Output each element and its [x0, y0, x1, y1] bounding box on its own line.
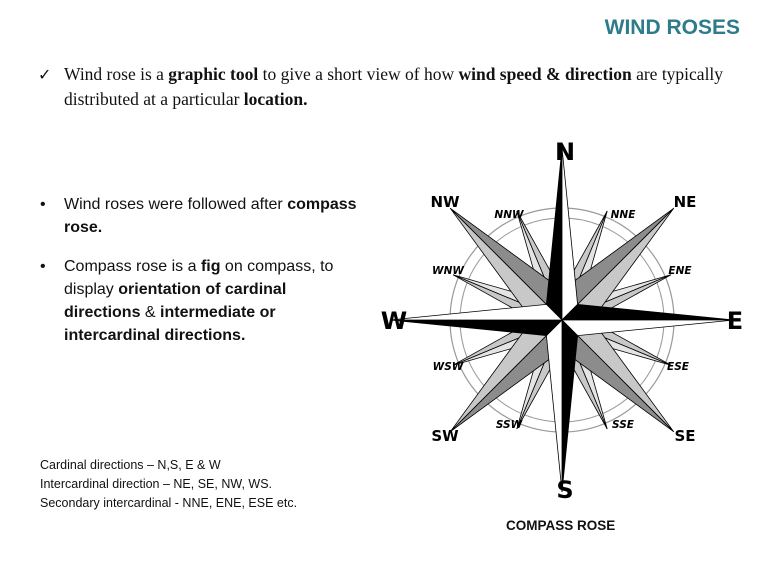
intro-text-1: Wind rose is a: [64, 64, 169, 84]
cardinal-point-half: [546, 148, 562, 320]
label-ese: ESE: [667, 361, 689, 373]
bullet-item: [40, 255, 360, 347]
label-nw: NW: [430, 193, 460, 211]
bullet-bold: orientation of cardinal directions: [64, 281, 287, 321]
direction-notes: [40, 456, 360, 513]
label-n: N: [554, 138, 576, 166]
label-sse: SSE: [612, 419, 634, 431]
bullet-bold: fig: [200, 258, 221, 275]
bullet-text: on compass, to display: [64, 258, 334, 298]
label-wnw: WNW: [432, 265, 464, 277]
checkmark-icon: ✓: [38, 65, 52, 84]
bullet-bold: intermediate or intercardinal directions.: [64, 304, 276, 344]
cardinal-point-half: [562, 320, 734, 336]
bullet-text: Wind roses were followed after: [64, 196, 288, 213]
label-w: W: [380, 307, 408, 335]
intro-paragraph: [38, 62, 744, 112]
label-se: SE: [674, 427, 696, 445]
label-ene: ENE: [668, 265, 692, 277]
cardinal-point-half: [562, 320, 578, 492]
compass-rose-diagram: [372, 130, 752, 510]
label-nne: NNE: [610, 209, 636, 221]
bullet-text: &: [140, 304, 161, 321]
bullet-item: [40, 193, 360, 239]
note-line: Cardinal directions – N,S, E & W: [40, 458, 221, 472]
label-sw: SW: [431, 427, 459, 445]
bullet-bold: compass rose.: [64, 196, 357, 236]
intro-bold-graphic-tool: graphic tool: [168, 64, 259, 84]
bullet-text: Compass rose is a: [64, 258, 201, 275]
cardinal-point-half: [390, 320, 562, 336]
bullet-list: [40, 193, 360, 363]
intro-text-3: are typically distributed at a particular: [64, 64, 724, 109]
note-line: Intercardinal direction – NE, SE, NW, WS.: [40, 477, 273, 491]
note-line: Secondary intercardinal - NNE, ENE, ESE etc.: [40, 496, 298, 510]
intro-bold-wind-speed: wind speed & direction: [458, 64, 632, 84]
label-ne: NE: [673, 193, 697, 211]
label-s: S: [556, 476, 574, 504]
cardinal-point-half: [562, 304, 734, 320]
label-nnw: NNW: [494, 209, 524, 221]
cardinal-point-half: [390, 304, 562, 320]
label-ssw: SSW: [495, 419, 523, 431]
compass-caption: COMPASS ROSE: [506, 518, 616, 533]
cardinal-point-half: [546, 320, 562, 492]
bullet-icon: •: [40, 258, 46, 275]
label-wsw: WSW: [432, 361, 464, 373]
intro-bold-location: location.: [243, 89, 308, 109]
slide-title: WIND ROSES: [604, 16, 740, 39]
cardinal-point-half: [562, 148, 578, 320]
intro-text-2: to give a short view of how: [258, 64, 459, 84]
bullet-icon: •: [40, 196, 46, 213]
label-e: E: [726, 307, 744, 335]
